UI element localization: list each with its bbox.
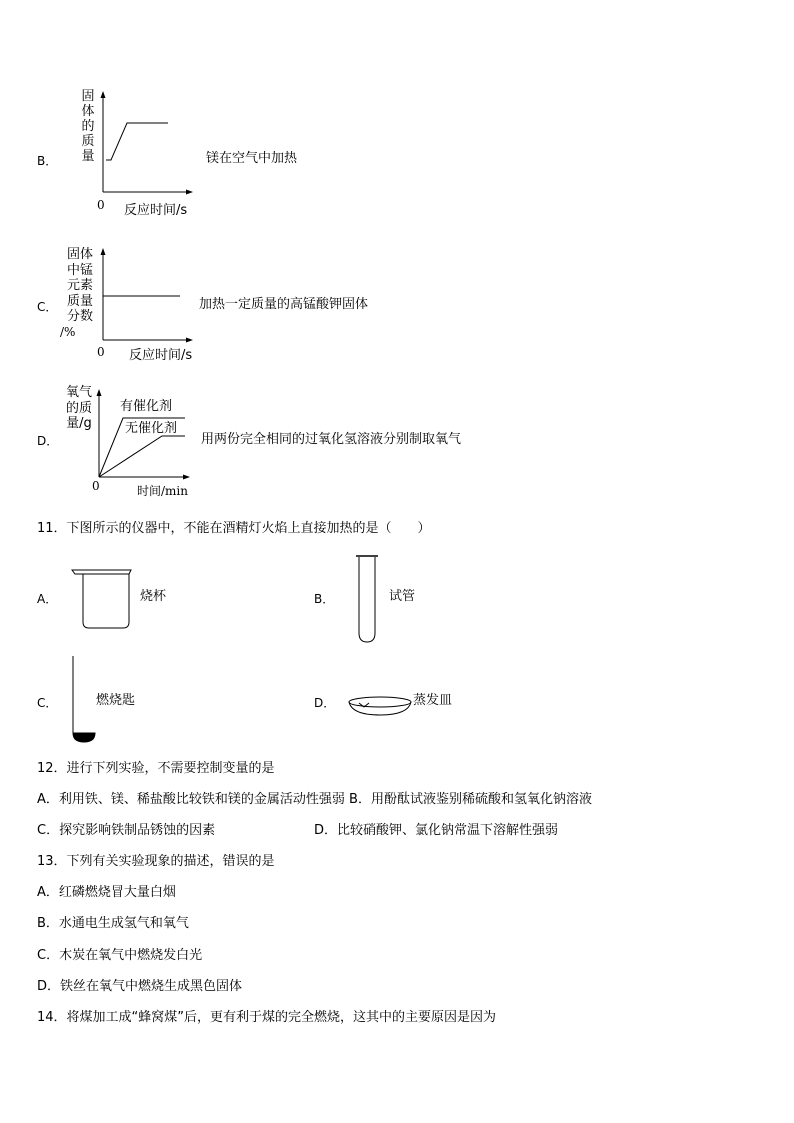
graph-b-origin: 0 [97,198,105,212]
graph-b-caption: 镁在空气中加热 [206,151,298,166]
option-label: 试管 [389,589,416,604]
ylabel-char: 体 [81,104,95,119]
graph-c-caption: 加热一定质量的高锰酸钾固体 [199,297,369,312]
option-letter: A． [37,592,58,606]
graph-d-xlabel: 时间/min [137,484,188,498]
series-label-no-catalyst: 无催化剂 [125,421,178,436]
option-label: 烧杯 [140,589,167,604]
ylabel-line: 中锰 [66,262,93,278]
option-letter-b: B． [37,154,58,168]
ylabel-line: 分数 [66,309,93,324]
q13-option-c: C．木炭在氧气中燃烧发白光 [37,948,203,963]
option-letter-c: C． [37,300,58,314]
q13-option-b: B．水通电生成氢气和氧气 [37,916,189,931]
q12-option-c: C．探究影响铁制品锈蚀的因素 [37,823,216,838]
graph-c-origin: 0 [97,345,105,359]
ylabel-line: /% [60,324,76,339]
graph-d-origin: 0 [92,479,100,493]
graph-d-caption: 用两份完全相同的过氧化氢溶液分别制取氧气 [201,432,462,447]
option-letter: C． [37,696,58,710]
graph-c-xlabel: 反应时间/s [129,348,193,363]
ylabel-line: 质量 [66,293,93,309]
ylabel-char: 固 [81,89,95,104]
q12-option-d: D．比较硝酸钾、氯化钠常温下溶解性强弱 [314,823,559,838]
q13-stem: 13．下列有关实验现象的描述，错误的是 [37,854,275,869]
option-label: 蒸发皿 [413,693,453,708]
ylabel-line: 氧气 [65,385,92,400]
q11-stem: 11．下图所示的仪器中，不能在酒精灯火焰上直接加热的是（ ） [37,521,431,536]
q12-options-row1: A．利用铁、镁、稀盐酸比较铁和镁的金属活动性强弱 B．用酚酞试液鉴别稀硫酸和氢氧化钠溶液 [37,792,592,807]
ylabel-line: 量/g [66,416,92,431]
option-label: 燃烧匙 [96,693,136,708]
ylabel-char: 的 [81,119,95,134]
ylabel-char: 质 [81,134,95,149]
ylabel-line: 固体 [66,247,93,262]
graph-b-xlabel: 反应时间/s [124,203,188,218]
option-letter: D． [314,696,336,710]
q12-stem: 12．进行下列实验，不需要控制变量的是 [37,761,275,776]
series-label-catalyst: 有催化剂 [120,399,173,414]
q13-option-a: A．红磷燃烧冒大量白烟 [37,885,176,900]
option-letter: B． [314,592,335,606]
q14-stem: 14．将煤加工成“蜂窝煤”后，更有利于煤的完全燃烧，这其中的主要原因是因为 [37,1010,497,1025]
q13-option-d: D．铁丝在氧气中燃烧生成黑色固体 [37,979,243,994]
ylabel-char: 量 [81,149,95,164]
ylabel-line: 的质 [65,400,92,416]
ylabel-line: 元素 [66,278,93,293]
option-letter-d: D． [37,434,59,448]
